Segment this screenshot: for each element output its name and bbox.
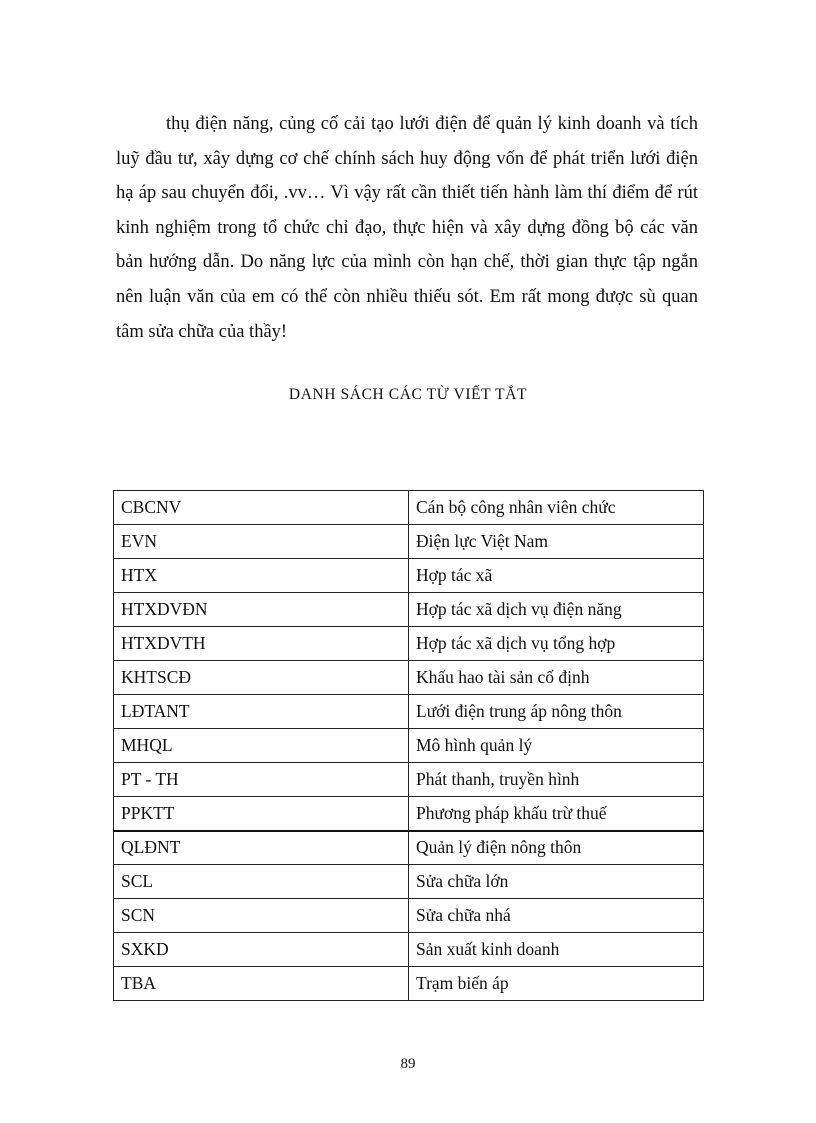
abbreviation-meaning: Quản lý điện nông thôn [409, 831, 704, 865]
abbreviation-meaning: Phát thanh, truyền hình [409, 763, 704, 797]
table-row [114, 491, 704, 525]
abbreviation-meaning: Mô hình quản lý [409, 729, 704, 763]
table-row [114, 695, 704, 729]
body-paragraph: thụ điện năng, củng cố cải tạo lưới điện để quản lý kinh doanh và tích luỹ đầu tư, xây dựng cơ chế chính sách huy động vốn để phát triển lưới điện hạ áp sau chuyển đổi, .vv… Vì vậy rất cần thiết tiến hành làm thí điểm để rút kinh nghiệm trong tổ chức chỉ đạo, thực hiện và xây dựng đồng bộ các văn bản hướng dẫn. Do năng lực của mình còn hạn chế, thời gian thực tập ngắn nên luận văn của em có thể còn nhiều thiếu sót. Em rất mong được sù quan tâm sửa chữa của thầy! [116, 114, 698, 342]
abbreviation-meaning: Cán bộ công nhân viên chức [409, 491, 704, 525]
abbreviation-code: PPKTT [114, 797, 409, 831]
table-row [114, 661, 704, 695]
abbreviation-meaning: Điện lực Việt Nam [409, 525, 704, 559]
abbreviation-code: CBCNV [114, 491, 409, 525]
abbreviation-code: HTX [114, 559, 409, 593]
abbreviation-code: EVN [114, 525, 409, 559]
table-row [114, 525, 704, 559]
abbreviation-code: HTXDVTH [114, 627, 409, 661]
table-row [114, 865, 704, 899]
abbreviation-code: LĐTANT [114, 695, 409, 729]
abbreviation-code: SCN [114, 899, 409, 933]
abbreviation-meaning: Sửa chữa nhá [409, 899, 704, 933]
abbreviation-code: SXKD [114, 933, 409, 967]
abbreviation-code: QLĐNT [114, 831, 409, 865]
table-row [114, 627, 704, 661]
table-row [114, 593, 704, 627]
table-row [114, 967, 704, 1001]
abbreviation-meaning: Sản xuất kinh doanh [409, 933, 704, 967]
table-row [114, 729, 704, 763]
abbreviations-title: DANH SÁCH CÁC TỪ VIẾT TẮT [288, 386, 528, 403]
abbreviation-code: TBA [114, 967, 409, 1001]
table-row [114, 831, 704, 865]
table-row [114, 797, 704, 831]
abbreviation-code: MHQL [114, 729, 409, 763]
abbreviation-meaning: Phương pháp khấu trừ thuế [409, 797, 704, 831]
table-row [114, 559, 704, 593]
abbreviation-code: KHTSCĐ [114, 661, 409, 695]
abbreviation-code: PT - TH [114, 763, 409, 797]
abbreviation-meaning: Trạm biến áp [409, 967, 704, 1001]
table-row [114, 763, 704, 797]
abbreviation-meaning: Sửa chữa lớn [409, 865, 704, 899]
abbreviation-meaning: Hợp tác xã dịch vụ tổng hợp [409, 627, 704, 661]
abbreviation-meaning: Hợp tác xã dịch vụ điện năng [409, 593, 704, 627]
abbreviation-meaning: Hợp tác xã [409, 559, 704, 593]
abbreviation-meaning: Khấu hao tài sản cố định [409, 661, 704, 695]
abbreviation-code: SCL [114, 865, 409, 899]
abbreviations-table [113, 490, 704, 1001]
table-row [114, 933, 704, 967]
page-number: 89 [400, 1056, 416, 1072]
abbreviation-code: HTXDVĐN [114, 593, 409, 627]
abbreviation-meaning: Lưới điện trung áp nông thôn [409, 695, 704, 729]
table-row [114, 899, 704, 933]
